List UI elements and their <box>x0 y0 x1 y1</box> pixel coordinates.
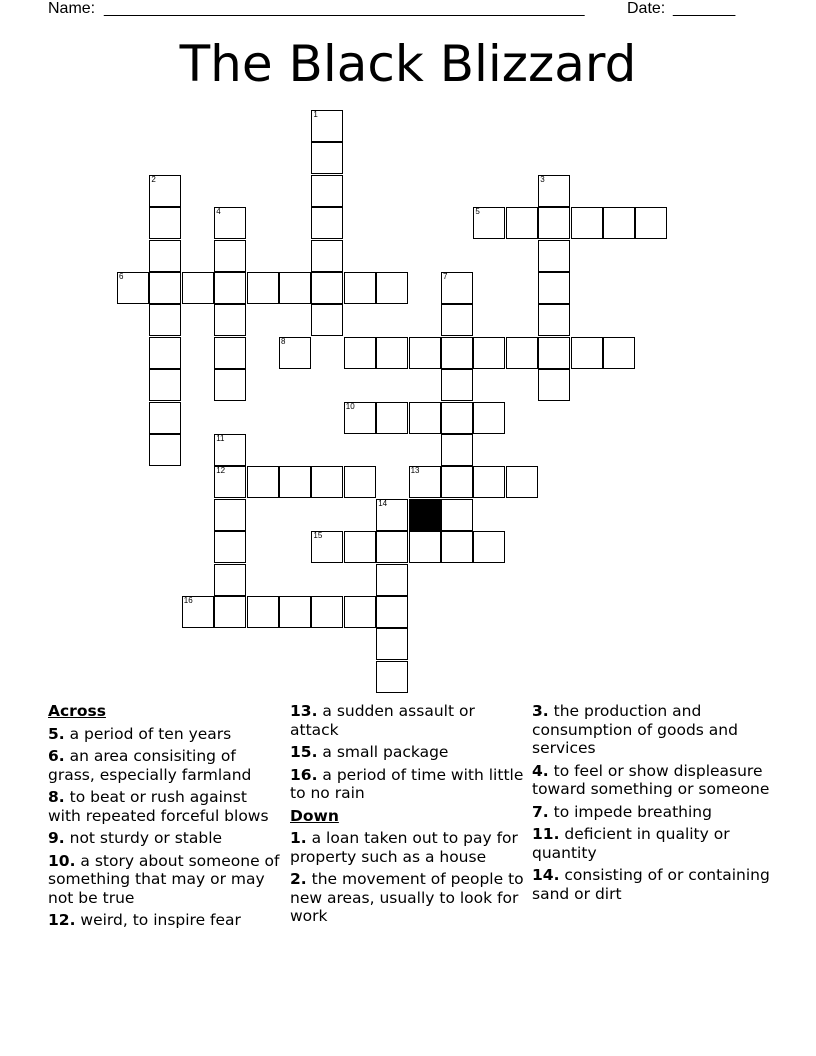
clue-number: 16 <box>183 596 193 605</box>
clue-number: 1 <box>313 110 318 119</box>
grid-cell[interactable] <box>603 207 635 239</box>
grid-cell[interactable] <box>311 207 343 239</box>
clue-column-3 <box>532 702 772 907</box>
grid-cell[interactable] <box>506 466 538 498</box>
clue-number: 8 <box>281 336 286 346</box>
clue-number: 4 <box>216 207 221 217</box>
grid-cell[interactable] <box>376 272 408 304</box>
grid-cell[interactable] <box>149 175 181 207</box>
grid-cell[interactable] <box>376 661 408 693</box>
clue-item <box>290 870 526 926</box>
grid-cell[interactable] <box>376 499 408 531</box>
grid-cell[interactable] <box>149 402 181 434</box>
grid-cell[interactable] <box>311 466 343 498</box>
grid-cell[interactable] <box>117 272 149 304</box>
grid-cell[interactable] <box>441 272 473 304</box>
grid-cell[interactable] <box>441 531 473 563</box>
grid-cell[interactable] <box>409 402 441 434</box>
grid-cell[interactable] <box>344 337 376 369</box>
grid-cell[interactable] <box>149 337 181 369</box>
clue-num: 3. <box>532 702 549 720</box>
clue-item <box>532 825 772 862</box>
grid-cell[interactable] <box>149 304 181 336</box>
grid-cell[interactable] <box>279 466 311 498</box>
clue-item <box>532 803 772 822</box>
clue-number: 3 <box>540 174 545 184</box>
grid-cell[interactable] <box>538 304 570 336</box>
grid-cell[interactable] <box>441 369 473 401</box>
grid-cell[interactable] <box>214 499 246 531</box>
clue-num: 16. <box>290 765 318 784</box>
grid-cell[interactable] <box>603 337 635 369</box>
grid-cell[interactable] <box>149 207 181 239</box>
grid-cell[interactable] <box>376 564 408 596</box>
grid-cell[interactable] <box>311 110 343 142</box>
clue-item <box>290 702 526 739</box>
grid-cell[interactable] <box>344 272 376 304</box>
grid-cell[interactable] <box>635 207 667 239</box>
grid-cell[interactable] <box>311 304 343 336</box>
grid-cell[interactable] <box>376 596 408 628</box>
grid-cell[interactable] <box>344 466 376 498</box>
grid-cell[interactable] <box>473 337 505 369</box>
grid-cell[interactable] <box>376 337 408 369</box>
grid-cell[interactable] <box>473 531 505 563</box>
clue-num: 15. <box>290 743 318 761</box>
grid-cell[interactable] <box>311 142 343 174</box>
grid-cell[interactable] <box>538 337 570 369</box>
clue-column-1 <box>48 702 284 934</box>
grid-cell[interactable] <box>247 596 279 628</box>
clue-item <box>48 725 284 744</box>
clue-item <box>290 829 526 866</box>
clue-number: 5 <box>475 207 480 217</box>
grid-cell[interactable] <box>149 240 181 272</box>
clue-item <box>48 911 284 930</box>
clue-text: to impede breathing <box>548 802 712 821</box>
grid-cell[interactable] <box>311 531 343 563</box>
clue-num: 9. <box>48 829 65 847</box>
clue-text: to beat or rush against with repeated forceful blows <box>48 788 269 825</box>
grid-cell[interactable] <box>441 466 473 498</box>
clue-num: 7. <box>532 802 549 821</box>
grid-cell[interactable] <box>214 240 246 272</box>
grid-cell[interactable] <box>149 369 181 401</box>
clue-number: 15 <box>313 531 323 541</box>
grid-cell[interactable] <box>311 240 343 272</box>
clue-text: an area consisiting of grass, especially farmland <box>48 747 252 784</box>
clue-item <box>532 762 772 799</box>
clue-text: consisting of or containing sand or dirt <box>532 866 770 903</box>
clue-number: 13 <box>410 466 420 476</box>
grid-cell[interactable] <box>214 564 246 596</box>
clue-num: 2. <box>290 870 307 888</box>
clue-number: 11 <box>216 434 225 443</box>
clue-num: 4. <box>532 761 549 780</box>
name-label: Name: <box>48 0 96 17</box>
grid-cell[interactable] <box>247 466 279 498</box>
page-title: The Black Blizzard <box>179 35 637 93</box>
clue-text: a story about someone of something that may or may not be true <box>48 851 280 907</box>
grid-cell[interactable] <box>182 272 214 304</box>
clue-item <box>48 852 284 908</box>
grid-cell[interactable] <box>214 207 246 239</box>
grid-cell[interactable] <box>344 596 376 628</box>
grid-cell[interactable] <box>538 175 570 207</box>
grid-cell[interactable] <box>538 369 570 401</box>
grid-cell[interactable] <box>311 175 343 207</box>
grid-cell[interactable] <box>441 434 473 466</box>
clue-text: deficient in quality or quantity <box>532 825 730 862</box>
clue-num: 10. <box>48 851 76 870</box>
clue-item <box>48 747 284 784</box>
grid-cell[interactable] <box>214 369 246 401</box>
clue-num: 11. <box>532 825 560 843</box>
clue-num: 13. <box>290 702 318 720</box>
grid-cell[interactable] <box>311 272 343 304</box>
grid-cell[interactable] <box>409 466 441 498</box>
grid-cell[interactable] <box>538 240 570 272</box>
section-heading: Across <box>48 702 106 720</box>
clue-text: the movement of people to new areas, usually to look for work <box>290 870 524 925</box>
section-heading: Down <box>290 806 339 825</box>
grid-cell[interactable] <box>279 272 311 304</box>
clue-num: 12. <box>48 911 76 929</box>
grid-cell[interactable] <box>571 207 603 239</box>
grid-cell[interactable] <box>441 499 473 531</box>
clue-number: 14 <box>378 498 388 508</box>
clue-item <box>532 866 772 903</box>
grid-cell[interactable] <box>149 434 181 466</box>
grid-cell[interactable] <box>506 207 538 239</box>
grid-cell[interactable] <box>441 304 473 336</box>
grid-cell[interactable] <box>376 402 408 434</box>
clue-num: 8. <box>48 788 65 806</box>
clue-text: to feel or show displeasure toward something or someone <box>532 761 770 798</box>
clue-number: 6 <box>119 272 124 281</box>
grid-cell[interactable] <box>149 272 181 304</box>
grid-cell[interactable] <box>214 304 246 336</box>
clue-text: a period of time with little to no rain <box>290 765 524 802</box>
name-blank-line[interactable]: ______________________________________________________ <box>104 0 585 17</box>
clue-number: 10 <box>345 401 355 411</box>
grid-cell[interactable] <box>473 207 505 239</box>
clue-text: not sturdy or stable <box>64 829 223 847</box>
crossword-grid <box>117 110 669 694</box>
grid-cell[interactable] <box>441 337 473 369</box>
grid-cell[interactable] <box>473 466 505 498</box>
clue-text: a loan taken out to pay for property such as a house <box>290 829 518 866</box>
grid-cell[interactable] <box>214 531 246 563</box>
grid-cell[interactable] <box>376 531 408 563</box>
grid-cell[interactable] <box>473 402 505 434</box>
clue-text: a small package <box>317 743 449 761</box>
grid-cell[interactable] <box>409 337 441 369</box>
grid-cell[interactable] <box>441 402 473 434</box>
grid-cell[interactable] <box>538 207 570 239</box>
name-date-header <box>48 0 748 20</box>
clue-number: 2 <box>151 174 156 184</box>
clue-item <box>290 743 526 762</box>
grid-cell[interactable] <box>279 596 311 628</box>
clue-text: weird, to inspire fear <box>75 911 241 929</box>
clue-num: 6. <box>48 747 65 765</box>
clue-item <box>48 788 284 825</box>
grid-cell[interactable] <box>214 466 246 498</box>
clue-num: 14. <box>532 866 560 884</box>
grid-cell[interactable] <box>344 531 376 563</box>
grid-black-cell <box>409 499 441 531</box>
grid-cell[interactable] <box>344 402 376 434</box>
grid-cell[interactable] <box>182 596 214 628</box>
clue-number: 12 <box>216 466 226 476</box>
grid-cell[interactable] <box>506 337 538 369</box>
grid-cell[interactable] <box>279 337 311 369</box>
clue-number: 7 <box>443 272 448 281</box>
clue-item <box>532 702 772 758</box>
grid-cell[interactable] <box>409 531 441 563</box>
clue-num: 1. <box>290 829 307 847</box>
grid-cell[interactable] <box>311 596 343 628</box>
clue-item <box>48 829 284 848</box>
grid-cell[interactable] <box>214 272 246 304</box>
date-blank-line[interactable]: _______ <box>673 0 736 17</box>
clue-text: a sudden assault or attack <box>290 702 475 739</box>
clue-text: the production and consumption of goods and services <box>532 702 738 757</box>
date-label: Date: <box>627 0 666 17</box>
grid-cell[interactable] <box>376 628 408 660</box>
grid-cell[interactable] <box>571 337 603 369</box>
grid-cell[interactable] <box>538 272 570 304</box>
grid-cell[interactable] <box>214 596 246 628</box>
clue-num: 5. <box>48 724 65 743</box>
clue-text: a period of ten years <box>64 724 232 743</box>
clue-item <box>290 766 526 803</box>
grid-cell[interactable] <box>247 272 279 304</box>
grid-cell[interactable] <box>214 434 246 466</box>
clue-column-2 <box>290 702 526 930</box>
grid-cell[interactable] <box>214 337 246 369</box>
